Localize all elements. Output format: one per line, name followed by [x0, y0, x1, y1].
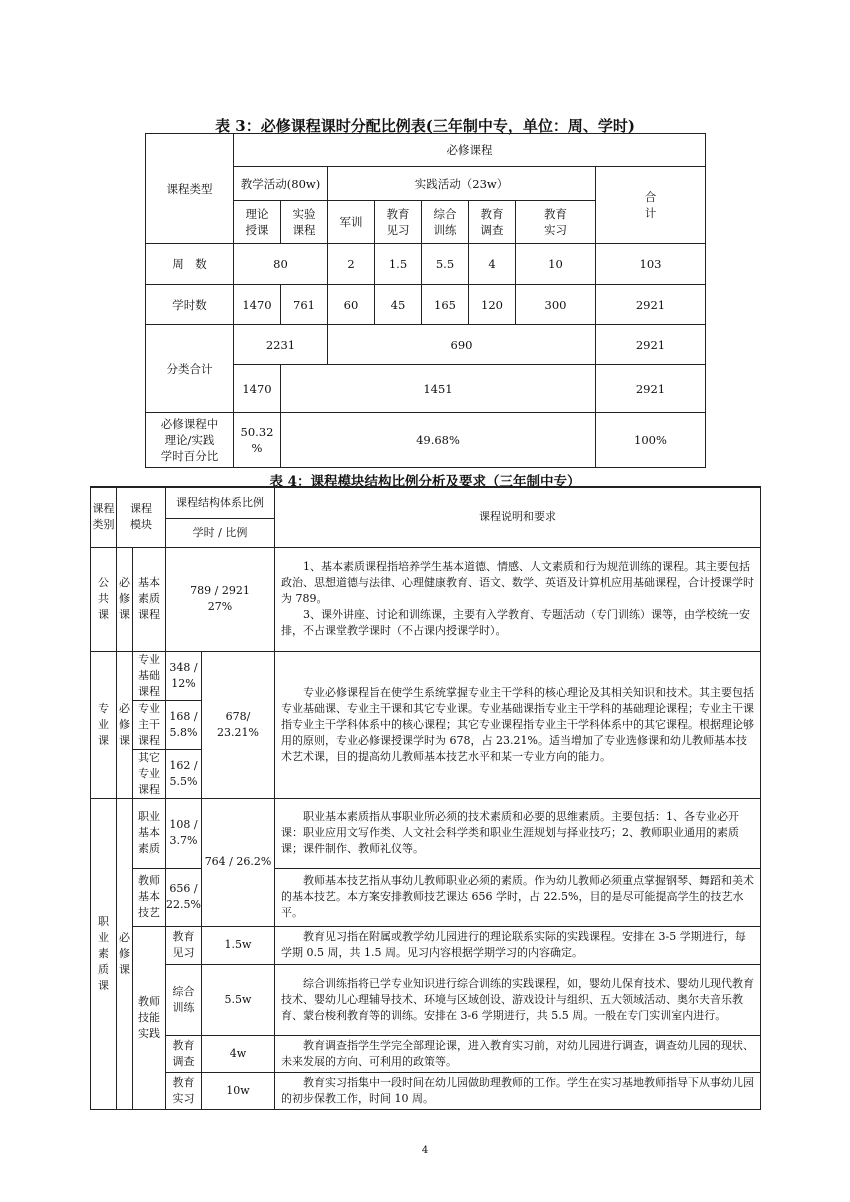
- cell: 1.5: [375, 244, 422, 285]
- row-label: 周 数: [146, 244, 234, 285]
- required-label: 必 修 课: [117, 798, 133, 1109]
- cell: 45: [375, 285, 422, 325]
- row-label: 必修课程中 理论/实践 学时百分比: [146, 413, 234, 468]
- cell: 50.32 %: [234, 413, 281, 468]
- ratio-cell: 656 / 22.5%: [166, 868, 202, 926]
- ratio-cell: 10w: [202, 1072, 275, 1109]
- header-module: 课程 模块: [117, 487, 166, 547]
- page-number: 4: [421, 1145, 429, 1156]
- header-sub: 教育 调查: [469, 201, 516, 244]
- cell: 49.68%: [281, 413, 596, 468]
- header-sub: 教育 实习: [516, 201, 596, 244]
- ratio-cell: 108 / 3.7%: [166, 798, 202, 868]
- ratio-total: 764 / 26.2%: [202, 798, 275, 926]
- cell: 1470: [234, 365, 281, 413]
- header-course-type: 课程类型: [146, 134, 234, 244]
- module-name: 专业 基础 课程: [133, 651, 166, 700]
- cell: 120: [469, 285, 516, 325]
- cell: 2231: [234, 325, 328, 365]
- cell: 761: [281, 285, 328, 325]
- description-cell: 教育实习指集中一段时间在幼儿园做助理教师的工作。学生在实习基地教师指导下从事幼儿园的初步保教工作，时间 10 周。: [275, 1072, 761, 1109]
- header-category: 课程 类别: [91, 487, 117, 547]
- category-public: 公 共 课: [91, 547, 117, 651]
- description-cell: 1、基本素质课程指培养学生基本道德、情感、人文素质和行为规范训练的课程。其主要包括政治、思想道德与法律、心理健康教育、语文、数学、英语及计算机应用基础课程，合计授课学时为 789。 3、课外讲座、讨论和训练课，主要有入学教育、专题活动（专门训练）课等，由学校统一安排，不占课堂教学课时（不占课内授课学时）。: [275, 547, 761, 651]
- description-cell: 专业必修课程旨在使学生系统掌握专业主干学科的核心理论及其相关知识和技术。其主要包括专业基础课、专业主干课和其它专业课。专业基础课指专业主干学科的基础理论课程；专业主干课指专业主干学科体系中的核心课程；其它专业课程指专业主干学科体系中的其它课程。根据理论够用的原则，专业必修课授课学时为 678，占 23.21%。适当增加了专业选修课和幼儿教师基本技术艺术课，目的提高幼儿教师基本技艺水平和某一专业方向的能力。: [275, 651, 761, 798]
- cell: 2921: [596, 285, 706, 325]
- cell: 60: [328, 285, 375, 325]
- module-name: 其它 专业 课程: [133, 749, 166, 798]
- description-cell: 综合训练指将已学专业知识进行综合训练的实践课程，如，婴幼儿保育技术、婴幼儿现代教育技术、婴幼儿心理辅导技术、环境与区域创设、游戏设计与组织、五大领域活动、奥尔夫音乐教育、蒙台梭利教育等的训练。安排在 3-6 学期进行，共 5.5 周。一般在专门实训室内进行。: [275, 964, 761, 1035]
- ratio-cell: 1.5w: [202, 926, 275, 964]
- cell: 2921: [596, 365, 706, 413]
- header-sub: 教育 见习: [375, 201, 422, 244]
- cell: 2: [328, 244, 375, 285]
- header-required: 必修课程: [234, 134, 706, 167]
- category-major: 专 业 课: [91, 651, 117, 798]
- table4-title: 表 4：课程模块结构比例分析及要求（三年制中专）: [269, 474, 581, 490]
- row-label: 分类合计: [146, 325, 234, 413]
- header-sub: 军训: [328, 201, 375, 244]
- module-name: 教师 基本 技艺: [133, 868, 166, 926]
- description-cell: 教育调查指学生学完全部理论课，进入教育实习前，对幼儿园进行调查，调查幼儿园的现状、未来发展的方向、可利用的政策等。: [275, 1035, 761, 1072]
- cell: 1470: [234, 285, 281, 325]
- description-cell: 教师基本技艺指从事幼儿教师职业必须的素质。作为幼儿教师必须重点掌握钢琴、舞蹈和美术的基本技艺。本方案安排教师技艺课达 656 学时，占 22.5%，目的是尽可能提高学生的技艺水平。: [275, 868, 761, 926]
- header-description: 课程说明和要求: [275, 487, 761, 547]
- cell: 80: [234, 244, 328, 285]
- cell: 690: [328, 325, 596, 365]
- module-name: 教育 调查: [166, 1035, 202, 1072]
- cell: 300: [516, 285, 596, 325]
- cell: 1451: [281, 365, 596, 413]
- header-sub: 综合 训练: [422, 201, 469, 244]
- header-ratio: 课程结构体系比例: [166, 487, 275, 518]
- module-name: 职业 基本 素质: [133, 798, 166, 868]
- required-label: 必 修 课: [117, 651, 133, 798]
- module-name: 综合 训练: [166, 964, 202, 1035]
- course-hours-table: [145, 133, 706, 468]
- header-practice: 实践活动（23w）: [328, 167, 596, 201]
- module-name: 教育 实习: [166, 1072, 202, 1109]
- ratio-cell: 5.5w: [202, 964, 275, 1035]
- category-vocational: 职 业 素 质 课: [91, 798, 117, 1109]
- required-label: 必 修 课: [117, 547, 133, 651]
- module-name: 专业 主干 课程: [133, 700, 166, 749]
- row-label: 学时数: [146, 285, 234, 325]
- header-total: 合 计: [596, 167, 706, 244]
- practice-module: 教师 技能 实践: [133, 926, 166, 1109]
- ratio-cell: 4w: [202, 1035, 275, 1072]
- description-cell: 职业基本素质指从事职业所必须的技术素质和必要的思维素质。主要包括：1、各专业必开课：职业应用文写作类、人文社会科学类和职业生涯规划与择业技巧；2、教师职业通用的素质课；课件制作、教师礼仪等。: [275, 798, 761, 868]
- ratio-total: 678/ 23.21%: [202, 651, 275, 798]
- ratio-cell: 789 / 2921 27%: [166, 547, 275, 651]
- module-name: 基本 素质 课程: [133, 547, 166, 651]
- cell: 103: [596, 244, 706, 285]
- ratio-cell: 168 / 5.8%: [166, 700, 202, 749]
- cell: 2921: [596, 325, 706, 365]
- ratio-cell: 348 / 12%: [166, 651, 202, 700]
- table3-title: 表 3：必修课程课时分配比例表(三年制中专，单位：周、学时): [215, 117, 635, 135]
- cell: 165: [422, 285, 469, 325]
- header-sub: 理论 授课: [234, 201, 281, 244]
- cell: 10: [516, 244, 596, 285]
- cell: 4: [469, 244, 516, 285]
- header-sub: 实验 课程: [281, 201, 328, 244]
- cell: 5.5: [422, 244, 469, 285]
- header-teaching: 教学活动(80w): [234, 167, 328, 201]
- course-module-table: [90, 486, 761, 1110]
- header-ratio-sub: 学时 / 比例: [166, 518, 275, 547]
- module-name: 教育 见习: [166, 926, 202, 964]
- description-cell: 教育见习指在附属或教学幼儿园进行的理论联系实际的实践课程。安排在 3-5 学期进行，每学期 0.5 周，共 1.5 周。见习内容根据学期学习的内容确定。: [275, 926, 761, 964]
- cell: 100%: [596, 413, 706, 468]
- ratio-cell: 162 / 5.5%: [166, 749, 202, 798]
